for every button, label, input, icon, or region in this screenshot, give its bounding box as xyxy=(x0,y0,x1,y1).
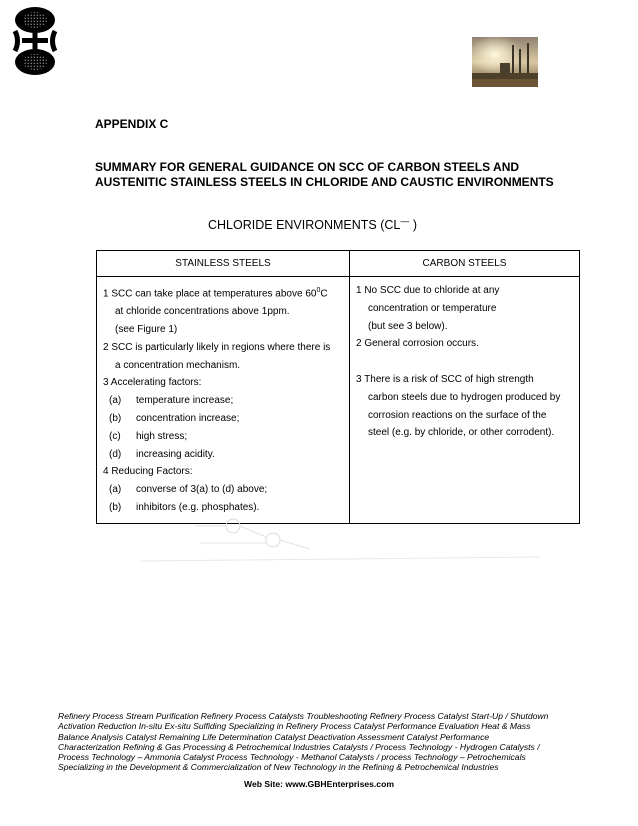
sub-item-key: (a) xyxy=(109,395,122,407)
list-item-continuation: steel (e.g. by chloride, or other corrodent). xyxy=(368,427,555,439)
summary-title: SUMMARY FOR GENERAL GUIDANCE ON SCC OF CARBON STEELS AND AUSTENITIC STAINLESS STEELS IN CHLORIDE AND CAUSTIC ENVIRONMENTS xyxy=(95,160,554,189)
sub-item xyxy=(103,428,343,446)
sub-item-text: inhibitors (e.g. phosphates). xyxy=(136,501,260,513)
list-item-continuation: (see Figure 1) xyxy=(115,323,178,335)
footer-line: Balance Analysis Catalyst Remaining Life Determination Catalyst Deactivation Assessment Catalyst Performance xyxy=(58,731,490,742)
list-item: 2 SCC is particularly likely in regions where there is xyxy=(103,341,331,353)
sub-item-key: (d) xyxy=(109,448,122,460)
sub-item xyxy=(103,392,343,410)
sub-item-key: (c) xyxy=(109,430,121,442)
sub-item-key: (b) xyxy=(109,412,122,424)
list-item xyxy=(103,282,343,303)
list-item: 4 Reducing Factors: xyxy=(103,466,193,478)
sub-item xyxy=(103,499,343,517)
list-item-continuation: carbon steels due to hydrogen produced by xyxy=(368,391,561,403)
footer-line: Activation Reduction In-situ Ex-situ Sulfiding Specializing in Refinery Process Catalyst Performance Evaluation Heat & Mass xyxy=(58,721,531,732)
chloride-superscript: — xyxy=(400,216,410,226)
sub-item-text: temperature increase; xyxy=(136,395,234,407)
gbh-enterprises-logo-icon xyxy=(12,5,58,77)
sub-item-text: concentration increase; xyxy=(136,412,240,424)
list-item: 3 Accelerating factors: xyxy=(103,377,202,389)
sub-item-key: (a) xyxy=(109,484,122,496)
sub-item xyxy=(103,410,343,428)
sub-item-text: increasing acidity. xyxy=(136,448,215,460)
sub-item-key: (b) xyxy=(109,501,122,513)
chloride-heading-close: ) xyxy=(409,218,418,233)
list-item: 1 No SCC due to chloride at any xyxy=(356,285,500,296)
table-header-row xyxy=(97,251,580,277)
item-text: C xyxy=(320,288,328,300)
stainless-steels-header: STAINLESS STEELS xyxy=(97,251,350,277)
list-item-continuation: (but see 3 below). xyxy=(368,320,448,332)
stainless-steels-cell xyxy=(97,277,350,524)
footer-line: Refinery Process Stream Purification Refinery Process Catalysts Troubleshooting Refinery Process Catalyst Start-Up / Shutdown xyxy=(58,711,549,721)
refinery-photo xyxy=(472,37,538,87)
list-item: 3 There is a risk of SCC of high strength xyxy=(356,373,534,385)
footer-website: Web Site: www.GBHEnterprises.com xyxy=(244,779,394,789)
faint-background-diagram xyxy=(140,517,540,565)
footer-services xyxy=(58,711,548,773)
footer-line: Process Technology – Ammonia Catalyst Process Technology - Methanol Catalysts / process Technology – Petrochemicals xyxy=(58,752,526,763)
list-item-continuation: at chloride concentrations above 1ppm. xyxy=(115,306,290,318)
sub-item-text: high stress; xyxy=(136,430,188,442)
chloride-heading xyxy=(208,216,417,232)
list-item: 2 General corrosion occurs. xyxy=(356,338,479,350)
chloride-heading-text: CHLORIDE ENVIRONMENTS (CL xyxy=(208,218,401,233)
sub-item-text: converse of 3(a) to (d) above; xyxy=(136,484,268,496)
table-body-row xyxy=(97,277,580,524)
list-item-continuation: a concentration mechanism. xyxy=(115,359,241,371)
footer-line: Specializing in the Development & Commercialization of New Technology in the Refining & Petrochemical Industries xyxy=(58,762,499,773)
degree-superscript: 0 xyxy=(316,287,321,294)
spacer xyxy=(356,353,573,371)
sub-item xyxy=(103,481,343,499)
sub-item xyxy=(103,446,343,464)
carbon-steels-cell xyxy=(350,277,580,524)
footer-line: Characterization Refining & Gas Processing & Petrochemical Industries Catalysts / Process Technology - Hydrogen Catalysts / xyxy=(58,741,540,752)
item-text: 1 SCC can take place at temperatures above 60 xyxy=(103,288,317,300)
list-item-continuation: concentration or temperature xyxy=(368,302,497,314)
guidance-table xyxy=(96,250,580,524)
carbon-steels-header: CARBON STEELS xyxy=(350,251,580,277)
appendix-label: APPENDIX C xyxy=(95,117,169,131)
list-item-continuation: corrosion reactions on the surface of the xyxy=(368,409,547,421)
